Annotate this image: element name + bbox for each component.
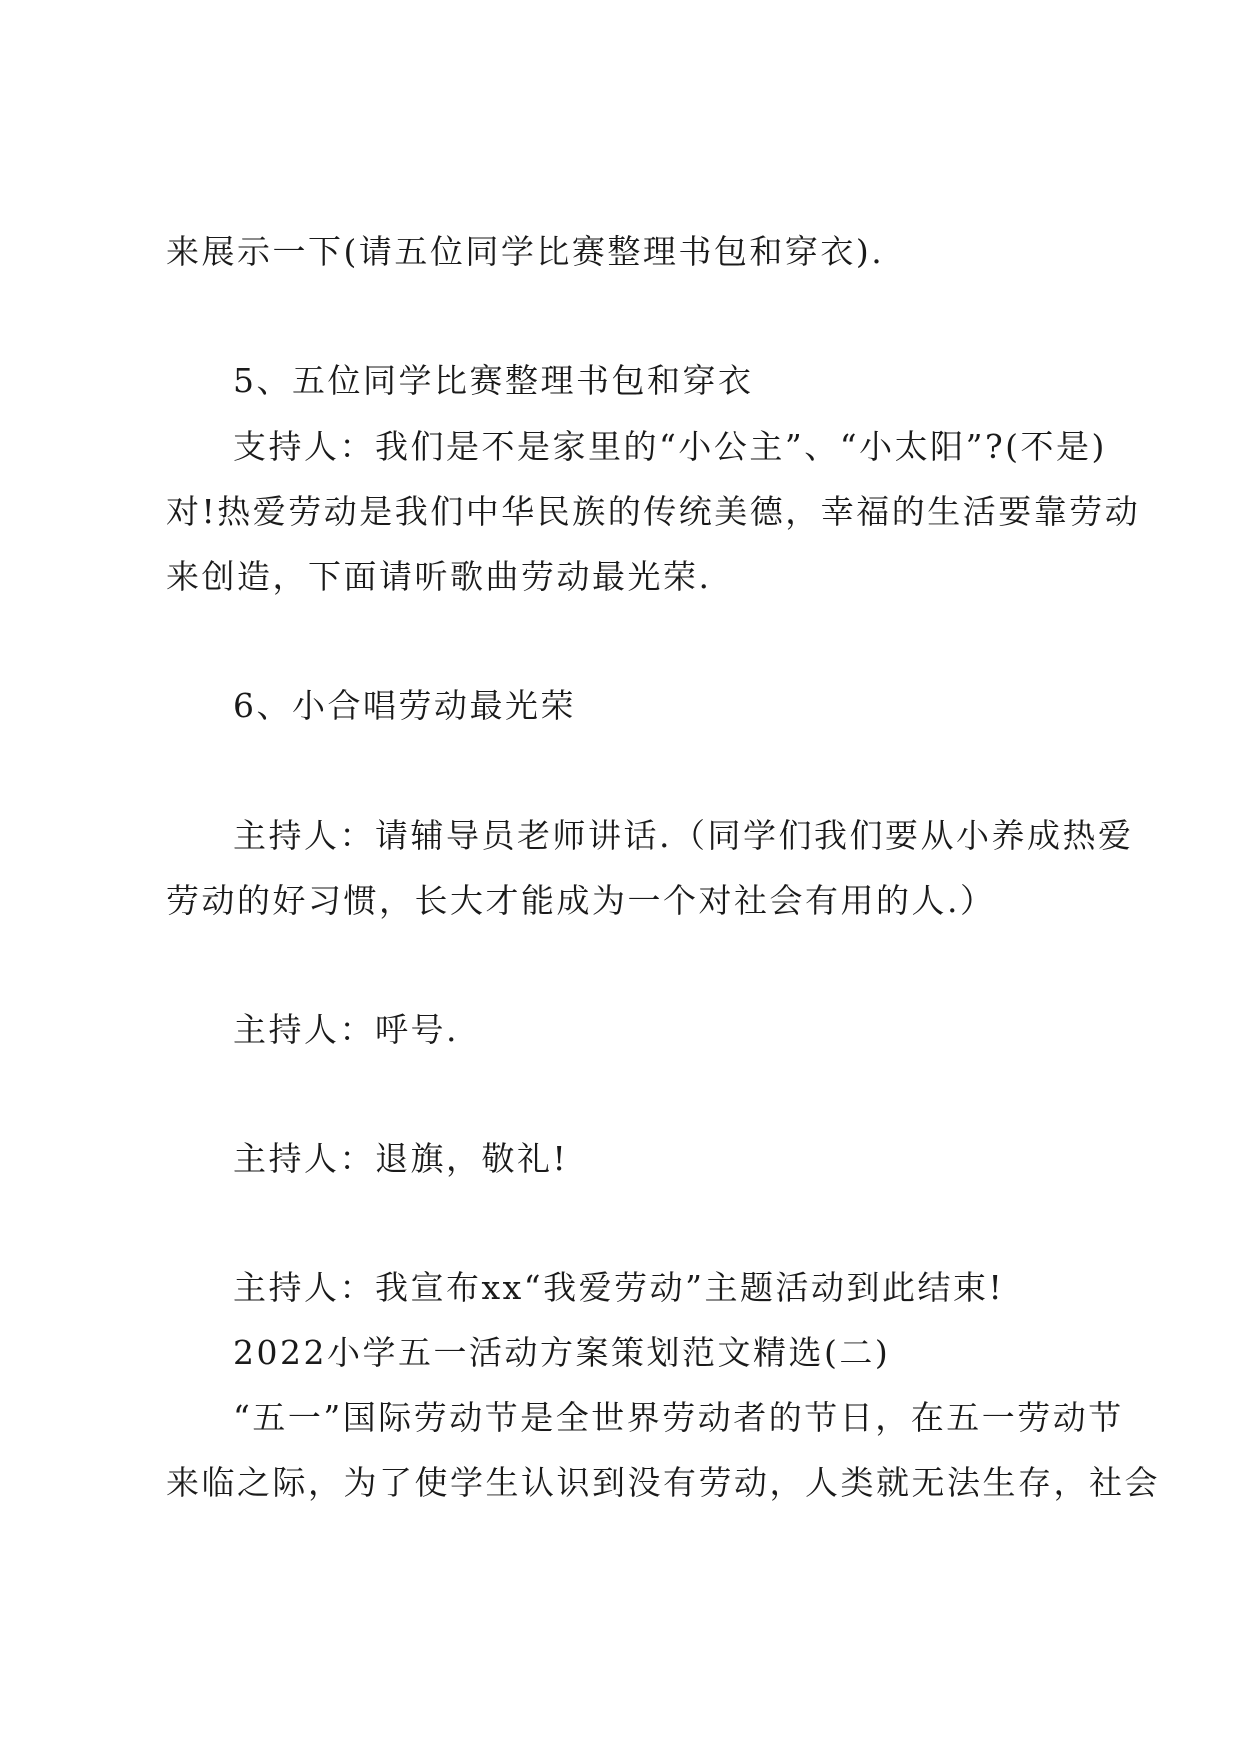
paragraph-line: 主持人：请辅导员老师讲话.（同学们我们要从小养成热爱 (233, 816, 1134, 855)
paragraph-line: 主持人：我宣布xx“我爱劳动”主题活动到此结束! (233, 1268, 1005, 1307)
section-heading: 5、五位同学比赛整理书包和穿衣 (233, 361, 754, 400)
paragraph-line: 来创造，下面请听歌曲劳动最光荣. (166, 557, 712, 596)
paragraph-line: 支持人：我们是不是家里的“小公主”、“小太阳”?(不是) (233, 427, 1107, 466)
paragraph-line: 对!热爱劳动是我们中华民族的传统美德，幸福的生活要靠劳动 (166, 492, 1141, 531)
document-title: 2022小学五一活动方案策划范文精选(二) (233, 1333, 891, 1372)
paragraph-line: “五一”国际劳动节是全世界劳动者的节日，在五一劳动节 (233, 1398, 1124, 1437)
paragraph-line: 来展示一下(请五位同学比赛整理书包和穿衣). (166, 232, 885, 271)
paragraph-line: 主持人：呼号. (233, 1010, 459, 1049)
paragraph-line: 主持人：退旗，敬礼! (233, 1139, 569, 1178)
paragraph-line: 劳动的好习惯，长大才能成为一个对社会有用的人.） (166, 881, 996, 920)
section-heading: 6、小合唱劳动最光荣 (233, 686, 576, 725)
paragraph-line: 来临之际，为了使学生认识到没有劳动，人类就无法生存，社会 (166, 1463, 1160, 1502)
